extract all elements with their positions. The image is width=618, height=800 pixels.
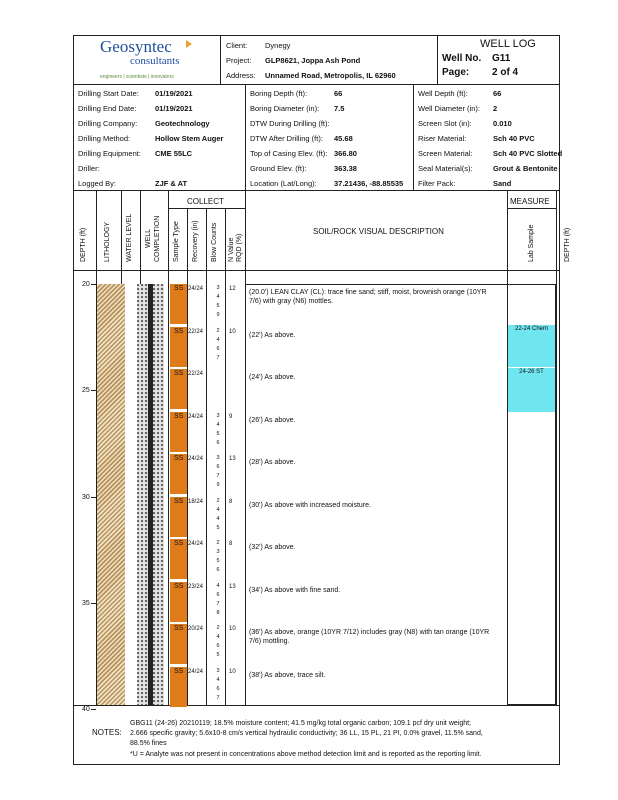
sample-description: (38') As above, trace silt.	[249, 671, 326, 679]
sample-recovery: 24/24	[188, 286, 204, 292]
sample-recovery: 24/24	[188, 541, 204, 547]
well-no-value: G11	[492, 53, 511, 64]
depth-header: DEPTH (ft)	[80, 227, 87, 262]
blow-count: 3	[216, 667, 220, 674]
sample-description: (36') As above, orange (10YR 7/12) includes gray (N8) with tan orange (10YR 7/6) mottling.	[249, 629, 490, 645]
info-value: CME 55LC	[155, 149, 193, 158]
info-value: 366.80	[334, 149, 357, 158]
info-label: Drilling Method:	[78, 134, 131, 143]
water-level-header: WATER LEVEL	[126, 213, 133, 262]
n-value: 9	[229, 413, 233, 420]
sample-type: SS	[174, 370, 184, 377]
info-label: Screen Material:	[418, 149, 473, 158]
info-label: Well Diameter (in):	[418, 104, 480, 113]
client-label: Client:	[226, 41, 248, 50]
n-value: 10	[229, 668, 236, 675]
sample-recovery: 24/24	[188, 668, 204, 675]
n-value: 13	[229, 583, 236, 590]
blow-count: 4	[216, 515, 220, 522]
info-value: 363.38	[334, 164, 357, 173]
well-no-label: Well No.	[442, 53, 482, 64]
info-value: 01/19/2021	[155, 89, 193, 98]
info-value: 2	[493, 104, 498, 113]
blow-count: 6	[216, 685, 220, 692]
sample-type: SS	[174, 285, 184, 292]
blow-count: 9	[216, 312, 220, 318]
notes-label: NOTES:	[92, 728, 122, 737]
well-header-1: WELL	[145, 228, 152, 248]
depth-tick	[91, 497, 96, 498]
info-value: Sch 40 PVC Slotted	[493, 149, 563, 158]
depth-label: 20	[82, 281, 90, 288]
n-value: 12	[229, 286, 236, 292]
blow-count: 2	[216, 540, 220, 546]
depth-label: 25	[82, 387, 90, 395]
sample-description: (20.0') LEAN CLAY (CL): trace fine sand; stiff, moist, brownish orange (10YR 7/6) with gray (N6) mottles.	[249, 289, 487, 305]
blow-count: 4	[216, 294, 220, 300]
blow-count: 5	[216, 430, 220, 437]
client-value: Dynegy	[265, 41, 291, 50]
sample-description: (30') As above with increased moisture.	[249, 501, 371, 509]
page-label: Page:	[442, 67, 470, 78]
info-value: Sch 40 PVC	[493, 134, 535, 143]
n-value: 8	[229, 498, 233, 505]
info-label: Drilling Company:	[78, 119, 138, 128]
info-label: Top of Casing Elev. (ft):	[250, 149, 328, 158]
info-label: Filter Pack:	[418, 179, 456, 188]
lithology-column	[97, 284, 125, 705]
sample-description: (34') As above with fine sand.	[249, 586, 341, 594]
sample-description: (28') As above.	[249, 459, 296, 466]
blow-count: 4	[216, 421, 220, 428]
info-label: Boring Diameter (in):	[250, 104, 320, 113]
info-value: 66	[334, 89, 343, 98]
well-header-2: COMPLETION	[154, 215, 161, 262]
description-header: SOIL/ROCK VISUAL DESCRIPTION	[313, 227, 444, 236]
sample-type: SS	[174, 497, 184, 505]
well-grout-right	[153, 284, 164, 705]
n-value: 10	[229, 328, 236, 335]
blow-count: 2	[216, 625, 220, 631]
info-value: 66	[493, 89, 502, 98]
depth-label: 40	[82, 706, 90, 713]
depth-tick	[91, 603, 96, 604]
info-label: Riser Material:	[418, 134, 467, 143]
notes-line-2: 2.666 specific gravity; 5.6x10-8 cm/s vertical hydraulic conductivity; 36 LL, 15 PL, 21 PI, 0.0% gravel, 11.5% sand,	[130, 730, 483, 737]
company-logo	[78, 37, 218, 83]
depth-right-header: DEPTH (ft)	[564, 227, 571, 262]
well-log-title: WELL LOG	[480, 38, 536, 50]
blow-count: 4	[216, 506, 220, 513]
info-label: Screen Slot (in):	[418, 119, 472, 128]
n-value: 8	[229, 541, 233, 547]
info-label: Ground Elev. (ft):	[250, 164, 307, 173]
address-label: Address:	[226, 71, 256, 80]
blow-count: 2	[216, 327, 220, 334]
blow-count: 6	[216, 567, 220, 573]
blow-count: 7	[216, 694, 220, 701]
info-label: Drilling Equipment:	[78, 149, 141, 158]
sample-recovery: 20/24	[188, 626, 204, 632]
info-label: Seal Material(s):	[418, 164, 473, 173]
info-label: Boring Depth (ft):	[250, 89, 308, 98]
sample-type: SS	[174, 455, 184, 462]
nvalue-header-2: RQD (%)	[236, 233, 243, 262]
notes-line-3: 88.5% fines	[130, 740, 167, 747]
well-grout-left	[137, 284, 148, 705]
sample-type-header: Sample Type	[173, 221, 180, 262]
logo-triangle-icon	[186, 40, 192, 48]
info-label: Logged By:	[78, 179, 116, 188]
blow-count: 2	[216, 497, 220, 504]
recovery-header: Recovery (in)	[192, 220, 199, 262]
info-value: Geotechnology	[155, 119, 210, 128]
blow-count: 6	[216, 439, 220, 446]
notes-line-4: *U = Analyte was not present in concentrations above method detection limit and is reported as the reporting limit.	[130, 751, 482, 758]
depth-label: 30	[82, 493, 90, 501]
blow-count: 3	[216, 455, 220, 461]
lithology-header: LITHOLOGY	[104, 221, 111, 262]
collect-header: COLLECT	[187, 197, 224, 206]
sample-type: SS	[174, 625, 184, 632]
info-value: 01/19/2021	[155, 104, 193, 113]
sample-type: SS	[174, 667, 184, 675]
measure-header: MEASURE	[510, 197, 550, 206]
sample-type: SS	[174, 582, 184, 590]
blow-count: 3	[216, 412, 220, 419]
sample-description: (26') As above.	[249, 416, 296, 424]
info-value: 37.21436, -88.85535	[334, 179, 404, 188]
depth-label: 35	[82, 599, 90, 607]
info-label: DTW After Drilling (ft):	[250, 134, 323, 143]
sample-recovery: 22/24	[188, 371, 204, 377]
lab-sample-header: Lab Sample	[528, 224, 535, 262]
logo-sub: consultants	[130, 55, 180, 67]
blow-count: 7	[216, 473, 220, 479]
logo-tagline: engineers | scientists | innovators	[100, 74, 174, 80]
info-value: ZJF & AT	[155, 179, 188, 188]
blow-count: 4	[216, 634, 220, 640]
depth-tick	[91, 284, 96, 285]
blow-count: 6	[216, 464, 220, 470]
sample-recovery: 22/24	[188, 328, 204, 335]
info-value: 45.68	[334, 134, 353, 143]
n-value: 13	[229, 456, 236, 462]
depth-tick	[91, 390, 96, 391]
depth-tick	[91, 709, 96, 710]
sample-recovery: 23/24	[188, 583, 204, 590]
info-label: Driller:	[78, 164, 100, 173]
info-value: 7.5	[334, 104, 345, 113]
info-value: Hollow Stem Auger	[155, 134, 224, 143]
nvalue-header-1: N Value	[228, 237, 235, 262]
info-label: DTW During Drilling (ft):	[250, 119, 330, 128]
blow-count: 4	[216, 336, 220, 343]
blow-counts-header: Blow Counts	[211, 222, 218, 262]
blow-count: 3	[216, 285, 220, 291]
blow-count: 5	[216, 524, 220, 531]
address-value: Unnamed Road, Metropolis, IL 62960	[265, 71, 396, 80]
project-value: GLP8621, Joppa Ash Pond	[265, 56, 361, 65]
blow-count: 7	[216, 354, 220, 361]
notes-line-1: GBG11 (24-26) 20210119; 18.5% moisture content; 41.5 mg/kg total organic carbon; 109.1 pcf dry unit weight;	[130, 720, 471, 727]
sample-type: SS	[174, 412, 184, 420]
blow-count: 4	[216, 676, 220, 683]
project-label: Project:	[226, 56, 252, 65]
info-label: Well Depth (ft):	[418, 89, 468, 98]
blow-count: 5	[216, 303, 220, 309]
info-value: Grout & Bentonite	[493, 164, 558, 173]
lab-sample-2: 24-26 ST	[508, 368, 555, 412]
sample-recovery: 18/24	[188, 498, 204, 505]
blow-count: 6	[216, 591, 220, 598]
logo-main: Geosyntec	[100, 37, 172, 56]
info-label: Drilling End Date:	[78, 104, 137, 113]
blow-count: 4	[216, 582, 220, 589]
sample-description: (24') As above.	[249, 374, 296, 381]
blow-count: 5	[216, 558, 220, 564]
sample-type: SS	[174, 327, 184, 335]
blow-count: 9	[216, 482, 220, 488]
sample-recovery: 24/24	[188, 413, 204, 420]
sample-type: SS	[174, 540, 184, 547]
info-value: Sand	[493, 179, 512, 188]
blow-count: 6	[216, 345, 220, 352]
blow-count: 3	[216, 549, 220, 555]
sample-recovery: 24/24	[188, 456, 204, 462]
n-value: 10	[229, 626, 236, 632]
info-label: Location (Lat/Long):	[250, 179, 317, 188]
blow-count: 7	[216, 600, 220, 607]
blow-count: 6	[216, 643, 220, 649]
blow-count: 8	[216, 609, 220, 616]
page-value: 2 of 4	[492, 67, 519, 78]
info-label: Drilling Start Date:	[78, 89, 139, 98]
lab-sample-1: 22-24 Chem	[508, 325, 555, 367]
sample-description: (22') As above.	[249, 331, 296, 339]
sample-description: (32') As above.	[249, 544, 296, 551]
blow-count: 5	[216, 652, 220, 658]
info-value: 0.010	[493, 119, 512, 128]
